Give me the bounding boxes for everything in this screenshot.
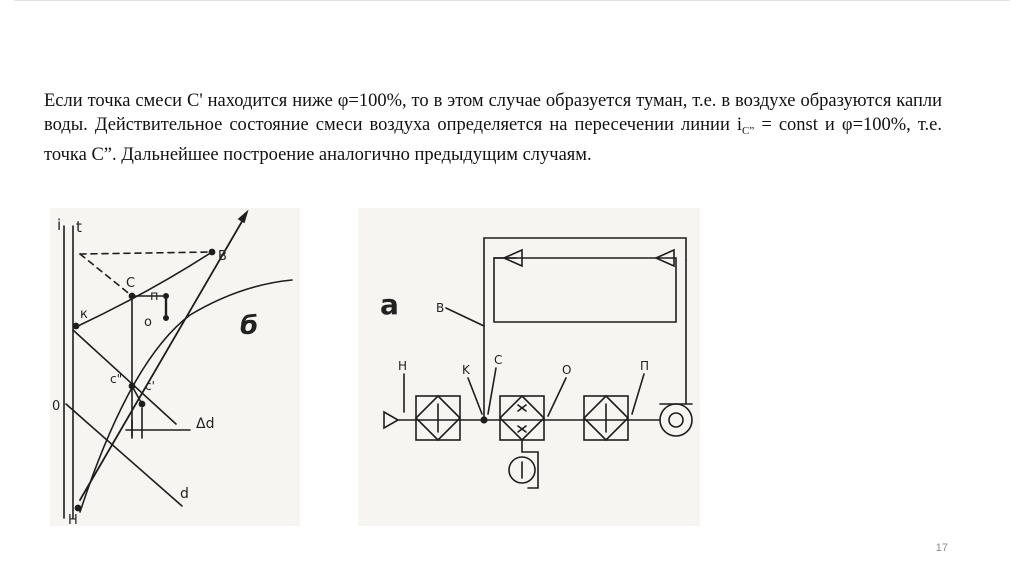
label-point-c1: c': [145, 379, 155, 393]
label-a-c: C: [494, 353, 503, 367]
paragraph-subscript: С”: [742, 124, 755, 137]
panel-label-a: a: [380, 288, 399, 321]
label-point-b: B: [218, 249, 227, 264]
label-a-k: K: [462, 363, 470, 377]
label-a-p: П: [640, 359, 650, 373]
label-a-b: B: [436, 301, 445, 315]
label-line-d: d: [180, 486, 189, 502]
label-point-c2: c": [110, 372, 123, 386]
page-number: 17: [935, 542, 948, 554]
label-axis-i: i: [57, 216, 62, 234]
label-delta-d: Δd: [196, 416, 215, 432]
paragraph-part-1: Если точка смеси С' находится ниже φ=100%, то в этом случае образуется туман, т.е. в воздухе образуются капли воды. Действительное состояние смеси воздуха определяется на пересечении линии i: [44, 90, 942, 135]
label-point-o: o: [144, 315, 152, 330]
label-zero: 0: [52, 399, 61, 414]
label-point-k: к: [80, 307, 88, 322]
label-axis-t: t: [76, 218, 82, 236]
paragraph-part-2: = const и φ=100%, т.е. точка С”. Дальнейшее построение аналогично предыдущим случаям.: [44, 114, 942, 165]
label-point-h: H: [68, 513, 78, 528]
label-point-c: C: [126, 276, 136, 291]
label-a-h: H: [398, 359, 408, 373]
label-point-p: п: [150, 289, 159, 304]
label-a-o: O: [562, 363, 572, 377]
panel-label-b: б: [240, 311, 259, 341]
